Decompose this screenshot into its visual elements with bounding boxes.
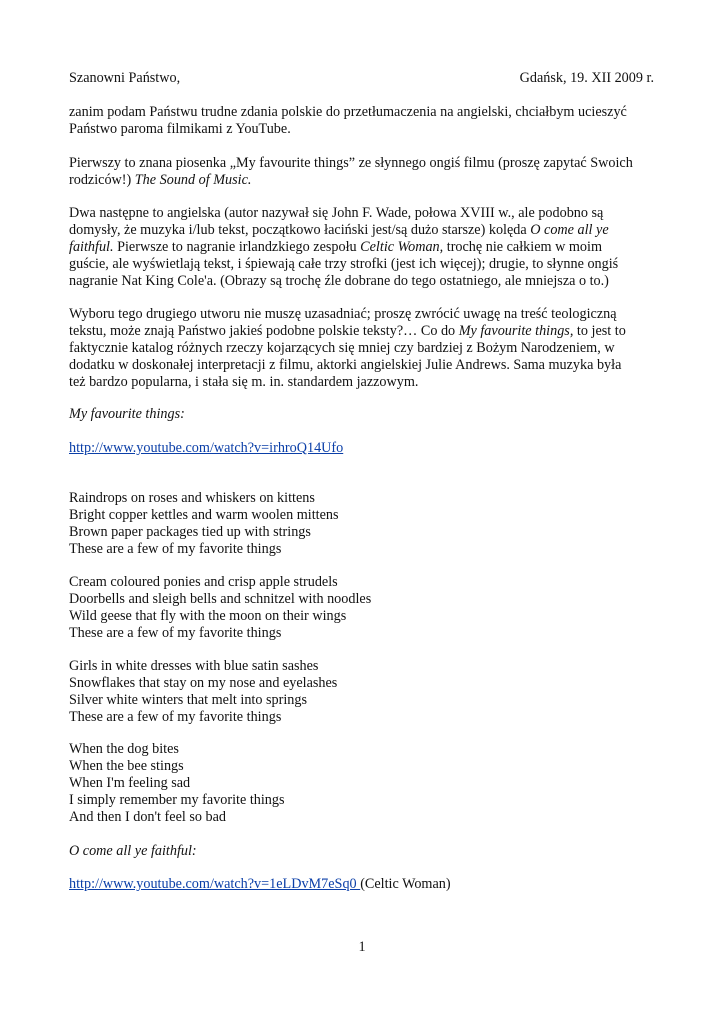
paragraph-line: nagranie Nat King Cole'a. (Obrazy są trochę źle dobrane do tego ostatniego, ale mniejsza o to.) (69, 273, 609, 289)
lyric-line: Brown paper packages tied up with strings (69, 524, 311, 540)
lyric-line: Silver white winters that melt into springs (69, 692, 308, 708)
paragraph-line: dodatku w doskonałej interpretacji z filmu, aktorki angielskiej Julie Andrews. Sama muzyka była (69, 357, 622, 373)
lyric-line: I simply remember my favorite things (69, 792, 285, 808)
youtube-link-2-line (69, 876, 451, 893)
paragraph-line: Pierwszy to znana piosenka „My favourite things” ze słynnego ongiś filmu (proszę zapytać Swoich (69, 155, 633, 171)
page-number: 1 (358, 939, 366, 955)
lyric-line: Doorbells and sleigh bells and schnitzel with noodles (69, 591, 372, 607)
lyric-line: These are a few of my favorite things (69, 709, 282, 725)
paragraph-line: Państwo paroma filmikami z YouTube. (69, 121, 291, 137)
song-title-ref: My favourite things, (458, 323, 574, 339)
song-title: O come all ye faithful: (69, 843, 197, 859)
lyric-line: Girls in white dresses with blue satin sashes (69, 658, 319, 674)
youtube-link-1[interactable]: http://www.youtube.com/watch?v=irhroQ14Ufo (69, 440, 344, 456)
lyric-line: These are a few of my favorite things (69, 625, 282, 641)
place-date: Gdańsk, 19. XII 2009 r. (519, 70, 654, 86)
paragraph-line: też bardzo popularna, i stała się m. in. standardem jazzowym. (69, 374, 419, 390)
lyric-line: When the dog bites (69, 741, 179, 757)
paragraph-line: zanim podam Państwu trudne zdania polskie do przetłumaczenia na angielski, chciałbym ucieszyć (69, 104, 627, 120)
song-title: My favourite things: (69, 406, 185, 422)
lyric-line: When I'm feeling sad (69, 775, 191, 791)
paragraph-line: faithful. Pierwsze to nagranie irlandzkiego zespołu Celtic Woman, trochę nie całkiem w moim (69, 239, 602, 255)
lyric-line: Snowflakes that stay on my nose and eyelashes (69, 675, 338, 691)
paragraph-line: rodziców!) The Sound of Music. (69, 172, 252, 188)
film-title: The Sound of Music. (134, 172, 252, 188)
band-name: Celtic Woman, (360, 239, 444, 255)
lyric-line: And then I don't feel so bad (69, 809, 227, 825)
lyric-line: When the bee stings (69, 758, 184, 774)
paragraph-line: Wyboru tego drugiego utworu nie muszę uzasadniać; proszę zwrócić uwagę na treść teologiczną (69, 306, 617, 322)
greeting: Szanowni Państwo, (69, 70, 181, 86)
paragraph-line: tekstu, może znają Państwo jakieś podobne polskie teksty?… Co do My favourite things, to jest to (69, 323, 626, 339)
paragraph-line: faktycznie katalog różnych rzeczy kojarzących się mniej czy bardziej z Bożym Narodzeniem, w (69, 340, 615, 356)
lyric-line: Raindrops on roses and whiskers on kittens (69, 490, 315, 506)
lyric-line: Wild geese that fly with the moon on their wings (69, 608, 347, 624)
lyric-line: Bright copper kettles and warm woolen mittens (69, 507, 339, 523)
link-note: (Celtic Woman) (360, 876, 451, 892)
lyric-line: These are a few of my favorite things (69, 541, 282, 557)
lyric-line: Cream coloured ponies and crisp apple strudels (69, 574, 338, 590)
youtube-link-2[interactable]: http://www.youtube.com/watch?v=1eLDvM7eSq0 (69, 876, 361, 892)
paragraph-line: domysły, że muzyka i/lub tekst, początkowo łaciński jest/są dużo starsze) kolęda O come all ye (69, 222, 609, 238)
paragraph-line: Dwa następne to angielska (autor nazywał się John F. Wade, połowa XVIII w., ale podobno są (69, 205, 604, 221)
carol-title: O come all ye (530, 222, 609, 238)
paragraph-line: guście, ale wyświetlają tekst, i śpiewają całe trzy strofki (jest ich więcej); drugie, to słynne ongiś (69, 256, 619, 272)
